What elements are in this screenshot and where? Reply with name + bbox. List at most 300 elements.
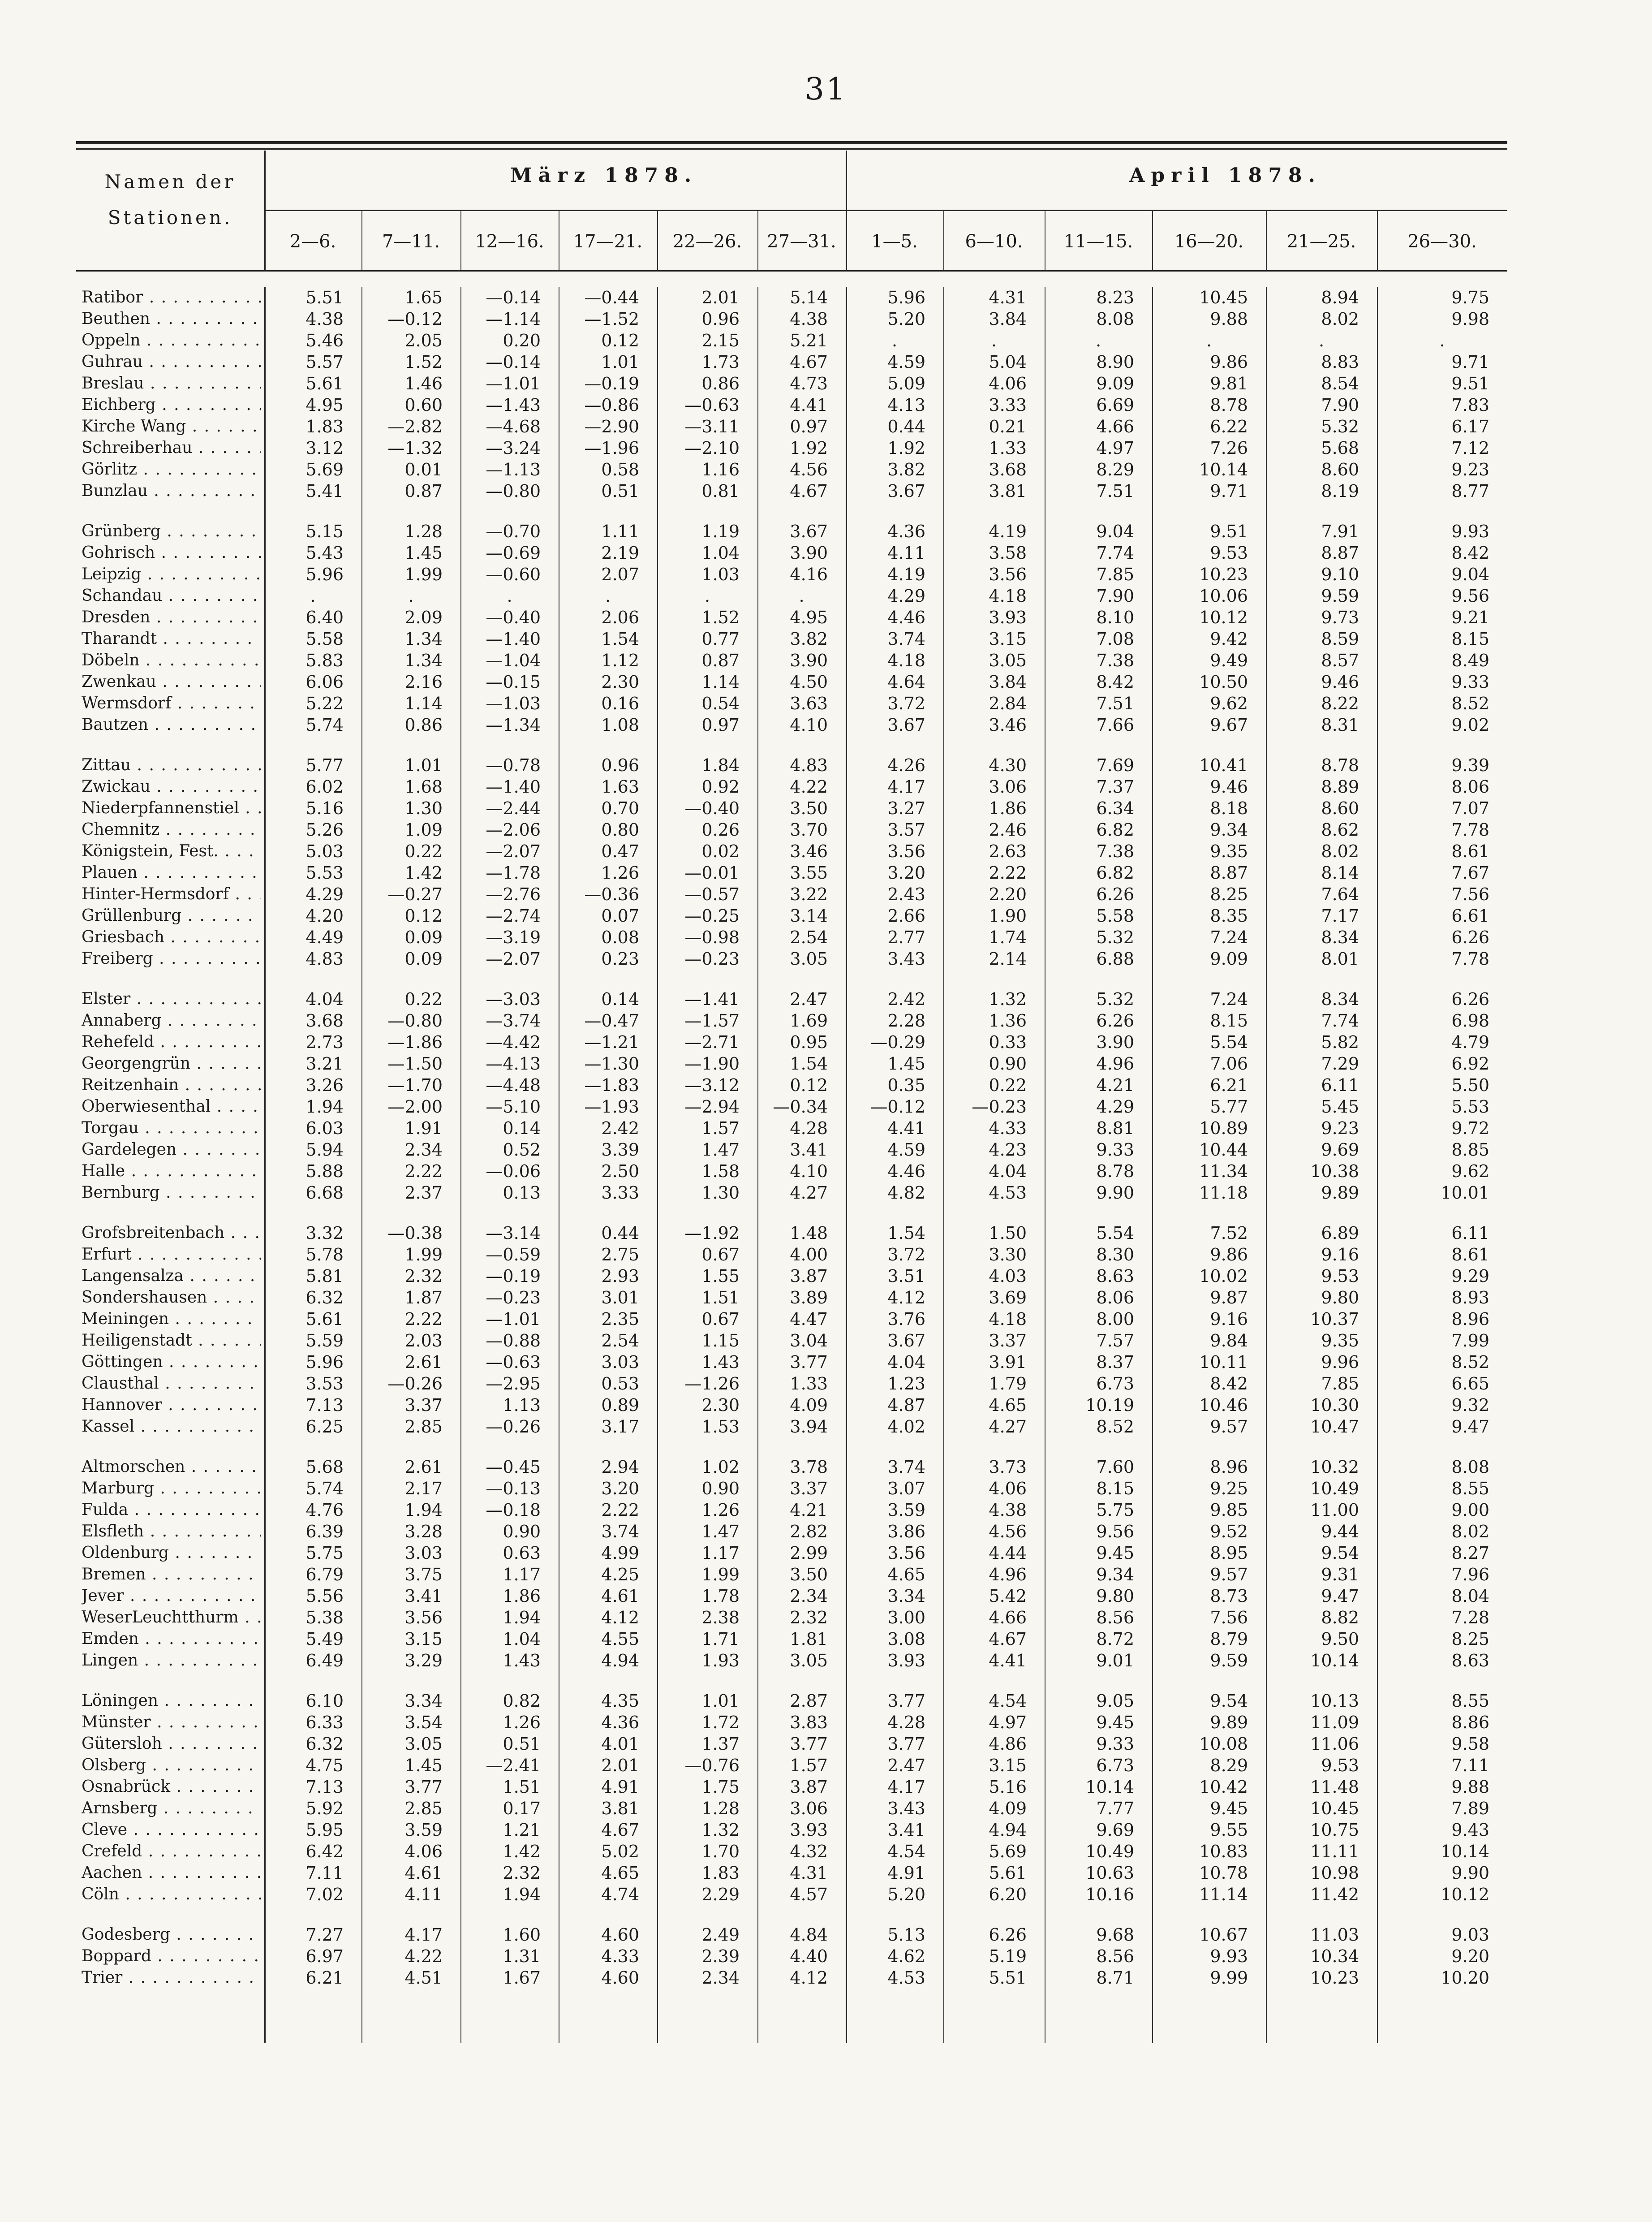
station-name: Elster . . .	[82, 988, 261, 1010]
table-cell: 10.67	[1199, 1925, 1248, 1945]
table-cell: 9.52	[1210, 1522, 1248, 1541]
table-cell: 2.30	[601, 672, 639, 692]
table-cell: 11.03	[1310, 1925, 1359, 1945]
table-cell: 9.51	[1451, 374, 1489, 393]
table-cell: 3.41	[887, 1820, 925, 1840]
table-cell: 4.41	[790, 395, 828, 415]
table-cell: 2.01	[701, 288, 740, 307]
table-cell: 6.79	[305, 1565, 344, 1584]
station-name: Aachen . . .	[82, 1862, 261, 1884]
table-cell: 9.31	[1321, 1565, 1359, 1584]
table-cell: 4.67	[989, 1629, 1027, 1649]
station-name: Zwickau . . .	[82, 776, 261, 798]
table-row	[76, 1733, 1507, 1755]
table-cell: 10.16	[1085, 1885, 1134, 1904]
table-cell: 0.52	[503, 1140, 541, 1160]
table-cell: 11.34	[1199, 1161, 1248, 1181]
table-cell: 5.69	[989, 1842, 1027, 1861]
table-cell: 4.84	[790, 1925, 828, 1945]
table-cell: 4.76	[305, 1500, 344, 1520]
table-cell: 6.10	[305, 1691, 344, 1711]
station-name: Freiberg . . .	[82, 948, 261, 970]
table-cell: 1.19	[701, 522, 740, 541]
table-cell: 0.77	[701, 629, 740, 649]
table-cell: 3.84	[989, 672, 1027, 692]
table-row	[76, 1010, 1507, 1031]
table-cell: 1.54	[601, 629, 639, 649]
table-cell: 1.26	[503, 1713, 541, 1732]
table-cell: 4.83	[790, 755, 828, 775]
table-cell: 7.78	[1451, 949, 1489, 969]
table-cell: 4.94	[601, 1651, 639, 1670]
table-cell: 1.31	[503, 1946, 541, 1966]
table-cell: 9.67	[1210, 715, 1248, 735]
table-cell: 9.99	[1210, 1968, 1248, 1988]
table-cell: —0.15	[486, 672, 541, 692]
station-name: Erfurt . . .	[82, 1244, 261, 1265]
table-cell: 2.32	[790, 1608, 828, 1627]
table-cell: 3.21	[305, 1054, 344, 1074]
table-cell: 8.60	[1321, 460, 1359, 479]
table-cell: —3.74	[486, 1011, 541, 1031]
table-cell: 8.62	[1321, 820, 1359, 840]
table-cell: 4.12	[887, 1288, 925, 1307]
table-cell: 10.14	[1199, 460, 1248, 479]
table-cell: 0.22	[404, 841, 443, 861]
table-cell: —2.44	[486, 798, 541, 818]
table-cell: 4.75	[305, 1756, 344, 1775]
station-name: Wermsdorf . . .	[82, 693, 261, 714]
table-cell: 3.30	[989, 1245, 1027, 1264]
table-cell: 1.30	[701, 1183, 740, 1203]
table-cell: 7.64	[1321, 884, 1359, 904]
table-cell: 9.35	[1321, 1331, 1359, 1350]
table-cell: 3.56	[887, 841, 925, 861]
table-cell: 7.66	[1096, 715, 1134, 735]
table-cell: 5.43	[305, 543, 344, 563]
table-cell: 9.75	[1451, 288, 1489, 307]
table-cell: 9.85	[1210, 1500, 1248, 1520]
table-cell: 8.14	[1321, 863, 1359, 883]
table-cell: 0.81	[701, 481, 740, 501]
table-cell: 0.97	[790, 417, 828, 436]
table-cell: 0.08	[601, 928, 639, 947]
table-row	[76, 1755, 1507, 1776]
table-cell: 4.49	[305, 928, 344, 947]
table-cell: —0.13	[486, 1479, 541, 1498]
table-cell: 0.92	[701, 777, 740, 797]
table-cell: 10.19	[1085, 1395, 1134, 1415]
table-cell: 1.42	[503, 1842, 541, 1861]
table-cell: 2.22	[404, 1161, 443, 1181]
table-cell: 1.33	[790, 1374, 828, 1394]
table-cell: 2.42	[601, 1118, 639, 1138]
table-cell: 1.17	[503, 1565, 541, 1584]
table-cell: 8.06	[1451, 777, 1489, 797]
table-cell: 1.32	[989, 989, 1027, 1009]
table-cell: —1.34	[486, 715, 541, 735]
table-cell: 3.86	[887, 1522, 925, 1541]
table-cell: 2.47	[790, 989, 828, 1009]
table-row	[76, 1161, 1507, 1182]
table-row	[76, 884, 1507, 905]
column-rule	[657, 211, 658, 270]
table-cell: 10.47	[1310, 1417, 1359, 1437]
table-row	[76, 416, 1507, 437]
table-cell: 11.18	[1199, 1183, 1248, 1203]
table-cell: 1.65	[404, 288, 443, 307]
table-cell: 2.61	[404, 1352, 443, 1372]
column-rule	[1266, 211, 1267, 270]
table-cell: 8.60	[1321, 798, 1359, 818]
table-cell: 0.87	[404, 481, 443, 501]
table-cell: 1.52	[404, 352, 443, 372]
table-cell: —2.94	[684, 1097, 740, 1117]
table-cell: 5.20	[887, 309, 925, 329]
table-cell: 9.04	[1096, 522, 1134, 541]
table-row	[76, 905, 1507, 927]
table-row	[76, 714, 1507, 736]
station-name: Göttingen . . .	[82, 1351, 261, 1373]
table-cell: .	[991, 331, 997, 350]
table-cell: 9.68	[1096, 1925, 1134, 1945]
table-cell: 8.59	[1321, 629, 1359, 649]
station-name: Chemnitz . . .	[82, 819, 261, 841]
table-cell: —0.45	[486, 1457, 541, 1477]
table-cell: 10.14	[1085, 1777, 1134, 1797]
table-cell: 2.34	[790, 1586, 828, 1606]
table-cell: 3.03	[404, 1543, 443, 1563]
station-name: Guhrau . . .	[82, 351, 261, 373]
table-cell: —0.57	[684, 884, 740, 904]
table-cell: 5.88	[305, 1161, 344, 1181]
table-cell: 5.16	[989, 1777, 1027, 1797]
table-cell: —1.43	[486, 395, 541, 415]
table-cell: 1.94	[305, 1097, 344, 1117]
table-cell: 9.58	[1451, 1734, 1489, 1754]
table-cell: 0.33	[989, 1032, 1027, 1052]
table-cell: 8.02	[1321, 841, 1359, 861]
table-cell: 3.74	[887, 1457, 925, 1477]
table-cell: 1.86	[503, 1586, 541, 1606]
table-cell: 5.22	[305, 694, 344, 713]
table-cell: 4.57	[790, 1885, 828, 1904]
column-header-12: 26—30.	[1407, 231, 1477, 252]
table-cell: 3.70	[790, 820, 828, 840]
table-cell: 0.22	[404, 989, 443, 1009]
table-cell: 2.22	[989, 863, 1027, 883]
table-cell: 6.34	[1096, 798, 1134, 818]
table-cell: 6.26	[1451, 928, 1489, 947]
station-name: Trier . . .	[82, 1967, 261, 1989]
table-cell: 0.90	[503, 1522, 541, 1541]
table-cell: 0.96	[701, 309, 740, 329]
temperature-table-body	[76, 287, 1507, 2043]
table-cell: 5.96	[887, 288, 925, 307]
table-cell: 9.86	[1210, 352, 1248, 372]
table-cell: 7.85	[1321, 1374, 1359, 1394]
table-cell: 4.56	[790, 460, 828, 479]
table-cell: 4.65	[887, 1565, 925, 1584]
table-cell: 1.94	[503, 1885, 541, 1904]
table-cell: 1.13	[503, 1395, 541, 1415]
table-cell: 0.89	[601, 1395, 639, 1415]
table-cell: 1.53	[701, 1417, 740, 1437]
station-name: Godesberg . . .	[82, 1924, 261, 1946]
table-cell: 1.63	[601, 777, 639, 797]
table-cell: 1.78	[701, 1586, 740, 1606]
table-cell: 5.68	[305, 1457, 344, 1477]
table-row	[76, 1222, 1507, 1244]
table-cell: 8.29	[1096, 460, 1134, 479]
station-name: Zittau . . .	[82, 755, 261, 776]
table-cell: 9.80	[1096, 1586, 1134, 1606]
table-cell: 4.96	[1096, 1054, 1134, 1074]
table-cell: 7.27	[305, 1925, 344, 1945]
table-cell: 3.78	[790, 1457, 828, 1477]
table-row	[76, 1819, 1507, 1841]
table-row	[76, 1139, 1507, 1161]
table-cell: 8.73	[1210, 1586, 1248, 1606]
station-name: Tharandt . . .	[82, 628, 261, 650]
table-cell: 5.16	[305, 798, 344, 818]
table-cell: 9.34	[1210, 820, 1248, 840]
table-cell: 7.12	[1451, 438, 1489, 458]
table-cell: 0.87	[701, 651, 740, 670]
table-cell: 3.69	[989, 1288, 1027, 1307]
table-cell: 4.11	[404, 1885, 443, 1904]
table-cell: 4.19	[989, 522, 1027, 541]
table-row	[76, 1924, 1507, 1946]
station-name: Gardelegen . . .	[82, 1139, 261, 1161]
table-cell: 8.29	[1210, 1756, 1248, 1775]
table-cell: —2.00	[387, 1097, 443, 1117]
table-cell: 1.28	[701, 1799, 740, 1818]
table-cell: 8.85	[1451, 1140, 1489, 1160]
table-cell: 3.41	[404, 1586, 443, 1606]
table-cell: 4.32	[790, 1842, 828, 1861]
table-cell: 3.63	[790, 694, 828, 713]
table-cell: 4.01	[601, 1734, 639, 1754]
table-cell: 0.35	[887, 1075, 925, 1095]
table-cell: 0.86	[701, 374, 740, 393]
table-cell: 1.69	[790, 1011, 828, 1031]
table-cell: 8.94	[1321, 288, 1359, 307]
table-cell: 5.94	[305, 1140, 344, 1160]
table-cell: 4.16	[790, 565, 828, 584]
table-cell: 3.87	[790, 1777, 828, 1797]
table-cell: 6.88	[1096, 949, 1134, 969]
table-cell: —0.59	[486, 1245, 541, 1264]
table-row	[76, 948, 1507, 970]
table-cell: —2.06	[486, 820, 541, 840]
table-cell: 1.01	[404, 755, 443, 775]
table-row	[76, 1798, 1507, 1819]
table-cell: 1.23	[887, 1374, 925, 1394]
table-cell: 5.45	[1321, 1097, 1359, 1117]
table-row	[76, 628, 1507, 650]
table-cell: 2.01	[601, 1756, 639, 1775]
table-cell: 1.99	[701, 1565, 740, 1584]
table-cell: 10.49	[1085, 1842, 1134, 1861]
table-cell: —0.40	[684, 798, 740, 818]
table-cell: 6.61	[1451, 906, 1489, 926]
column-header-6: 27—31.	[767, 231, 836, 252]
table-cell: 0.22	[989, 1075, 1027, 1095]
table-cell: 4.04	[305, 989, 344, 1009]
table-cell: 3.33	[601, 1183, 639, 1203]
table-cell: 9.88	[1210, 309, 1248, 329]
column-rule	[846, 151, 847, 270]
table-cell: 7.11	[305, 1863, 344, 1883]
table-cell: 4.27	[790, 1183, 828, 1203]
table-row	[76, 1841, 1507, 1862]
table-cell: 6.22	[1210, 417, 1248, 436]
station-name: Fulda . . .	[82, 1499, 261, 1521]
station-name: Gohrisch . . .	[82, 542, 261, 564]
table-cell: 11.42	[1310, 1885, 1359, 1904]
table-cell: 6.82	[1096, 820, 1134, 840]
station-name: Görlitz . . .	[82, 459, 261, 480]
table-cell: 4.22	[404, 1946, 443, 1966]
table-cell: 0.23	[601, 949, 639, 969]
table-cell: 0.67	[701, 1309, 740, 1329]
table-cell: 10.45	[1199, 288, 1248, 307]
april-header: April 1878.	[1129, 164, 1321, 187]
table-cell: 1.01	[601, 352, 639, 372]
table-cell: 9.21	[1451, 608, 1489, 627]
table-cell: 4.53	[887, 1968, 925, 1988]
table-cell: 7.38	[1096, 651, 1134, 670]
table-cell: 9.03	[1451, 1925, 1489, 1945]
table-cell: 7.28	[1451, 1608, 1489, 1627]
station-name: Langensalza . . .	[82, 1265, 261, 1287]
table-cell: 1.09	[404, 820, 443, 840]
table-cell: 8.52	[1451, 694, 1489, 713]
table-cell: —0.86	[584, 395, 639, 415]
table-cell: 1.15	[701, 1331, 740, 1350]
table-cell: 4.10	[790, 715, 828, 735]
column-header-4: 17—21.	[573, 231, 643, 252]
table-cell: 3.28	[404, 1522, 443, 1541]
table-cell: 4.02	[887, 1417, 925, 1437]
table-cell: 3.34	[404, 1691, 443, 1711]
table-cell: 10.45	[1310, 1799, 1359, 1818]
table-cell: 4.31	[989, 288, 1027, 307]
table-cell: 11.11	[1310, 1842, 1359, 1861]
table-cell: 5.69	[305, 460, 344, 479]
table-cell: 9.49	[1210, 651, 1248, 670]
table-cell: 7.74	[1321, 1011, 1359, 1031]
table-cell: 8.72	[1096, 1629, 1134, 1649]
table-cell: 6.26	[1451, 989, 1489, 1009]
table-cell: 1.43	[701, 1352, 740, 1372]
table-cell: 3.76	[887, 1309, 925, 1329]
table-cell: 8.79	[1210, 1629, 1248, 1649]
table-cell: 4.67	[790, 352, 828, 372]
table-cell: 1.17	[701, 1543, 740, 1563]
table-cell: 1.60	[503, 1925, 541, 1945]
station-name: Reitzenhain . . .	[82, 1074, 261, 1096]
table-cell: 6.20	[989, 1885, 1027, 1904]
table-cell: 3.56	[887, 1543, 925, 1563]
table-cell: 5.50	[1451, 1075, 1489, 1095]
table-cell: 5.53	[305, 863, 344, 883]
table-cell: 9.86	[1210, 1245, 1248, 1264]
table-cell: —0.69	[486, 543, 541, 563]
station-name: Lingen . . .	[82, 1650, 261, 1671]
table-cell: 3.56	[404, 1608, 443, 1627]
table-cell: —0.88	[486, 1331, 541, 1350]
table-row	[76, 1499, 1507, 1521]
table-cell: 3.15	[404, 1629, 443, 1649]
table-row	[76, 1373, 1507, 1394]
table-cell: 4.17	[887, 1777, 925, 1797]
table-cell: 3.33	[989, 395, 1027, 415]
table-row	[76, 1564, 1507, 1585]
table-cell: 10.98	[1310, 1863, 1359, 1883]
table-cell: 8.10	[1096, 608, 1134, 627]
table-cell: 8.54	[1321, 374, 1359, 393]
table-cell: 0.12	[790, 1075, 828, 1095]
table-cell: 7.90	[1096, 586, 1134, 606]
table-cell: 4.10	[790, 1161, 828, 1181]
table-cell: 7.85	[1096, 565, 1134, 584]
table-cell: 2.54	[790, 928, 828, 947]
table-cell: 6.17	[1451, 417, 1489, 436]
table-cell: 9.88	[1451, 1777, 1489, 1797]
table-cell: 8.78	[1210, 395, 1248, 415]
table-cell: 1.81	[790, 1629, 828, 1649]
table-cell: 6.26	[989, 1925, 1027, 1945]
table-cell: 3.83	[790, 1713, 828, 1732]
table-cell: 4.60	[601, 1925, 639, 1945]
table-cell: 6.42	[305, 1842, 344, 1861]
table-cell: 8.63	[1451, 1651, 1489, 1670]
table-cell: 3.43	[887, 949, 925, 969]
table-cell: 2.07	[601, 565, 639, 584]
table-cell: 3.81	[601, 1799, 639, 1818]
table-cell: 3.82	[790, 629, 828, 649]
table-cell: 9.56	[1096, 1522, 1134, 1541]
station-name: Zwenkau . . .	[82, 671, 261, 693]
station-name: Meiningen . . .	[82, 1308, 261, 1330]
station-name: Osnabrück . . .	[82, 1776, 261, 1798]
table-cell: 5.19	[989, 1946, 1027, 1966]
station-name: Bautzen . . .	[82, 714, 261, 736]
table-cell: 4.18	[989, 1309, 1027, 1329]
table-cell: 4.83	[305, 949, 344, 969]
table-cell: 6.06	[305, 672, 344, 692]
table-cell: 8.95	[1210, 1543, 1248, 1563]
table-cell: 3.84	[989, 309, 1027, 329]
table-cell: 4.59	[887, 352, 925, 372]
table-cell: —1.01	[486, 374, 541, 393]
table-cell: 10.12	[1199, 608, 1248, 627]
table-cell: 3.91	[989, 1352, 1027, 1372]
table-cell: 6.32	[305, 1734, 344, 1754]
station-name: Dresden . . .	[82, 607, 261, 628]
table-cell: 5.95	[305, 1820, 344, 1840]
table-cell: 3.37	[404, 1395, 443, 1415]
table-cell: 8.23	[1096, 288, 1134, 307]
table-cell: 9.45	[1096, 1713, 1134, 1732]
table-cell: 5.54	[1210, 1032, 1248, 1052]
table-cell: 4.64	[887, 672, 925, 692]
table-cell: 9.42	[1210, 629, 1248, 649]
table-cell: 4.41	[989, 1651, 1027, 1670]
table-cell: 9.44	[1321, 1522, 1359, 1541]
